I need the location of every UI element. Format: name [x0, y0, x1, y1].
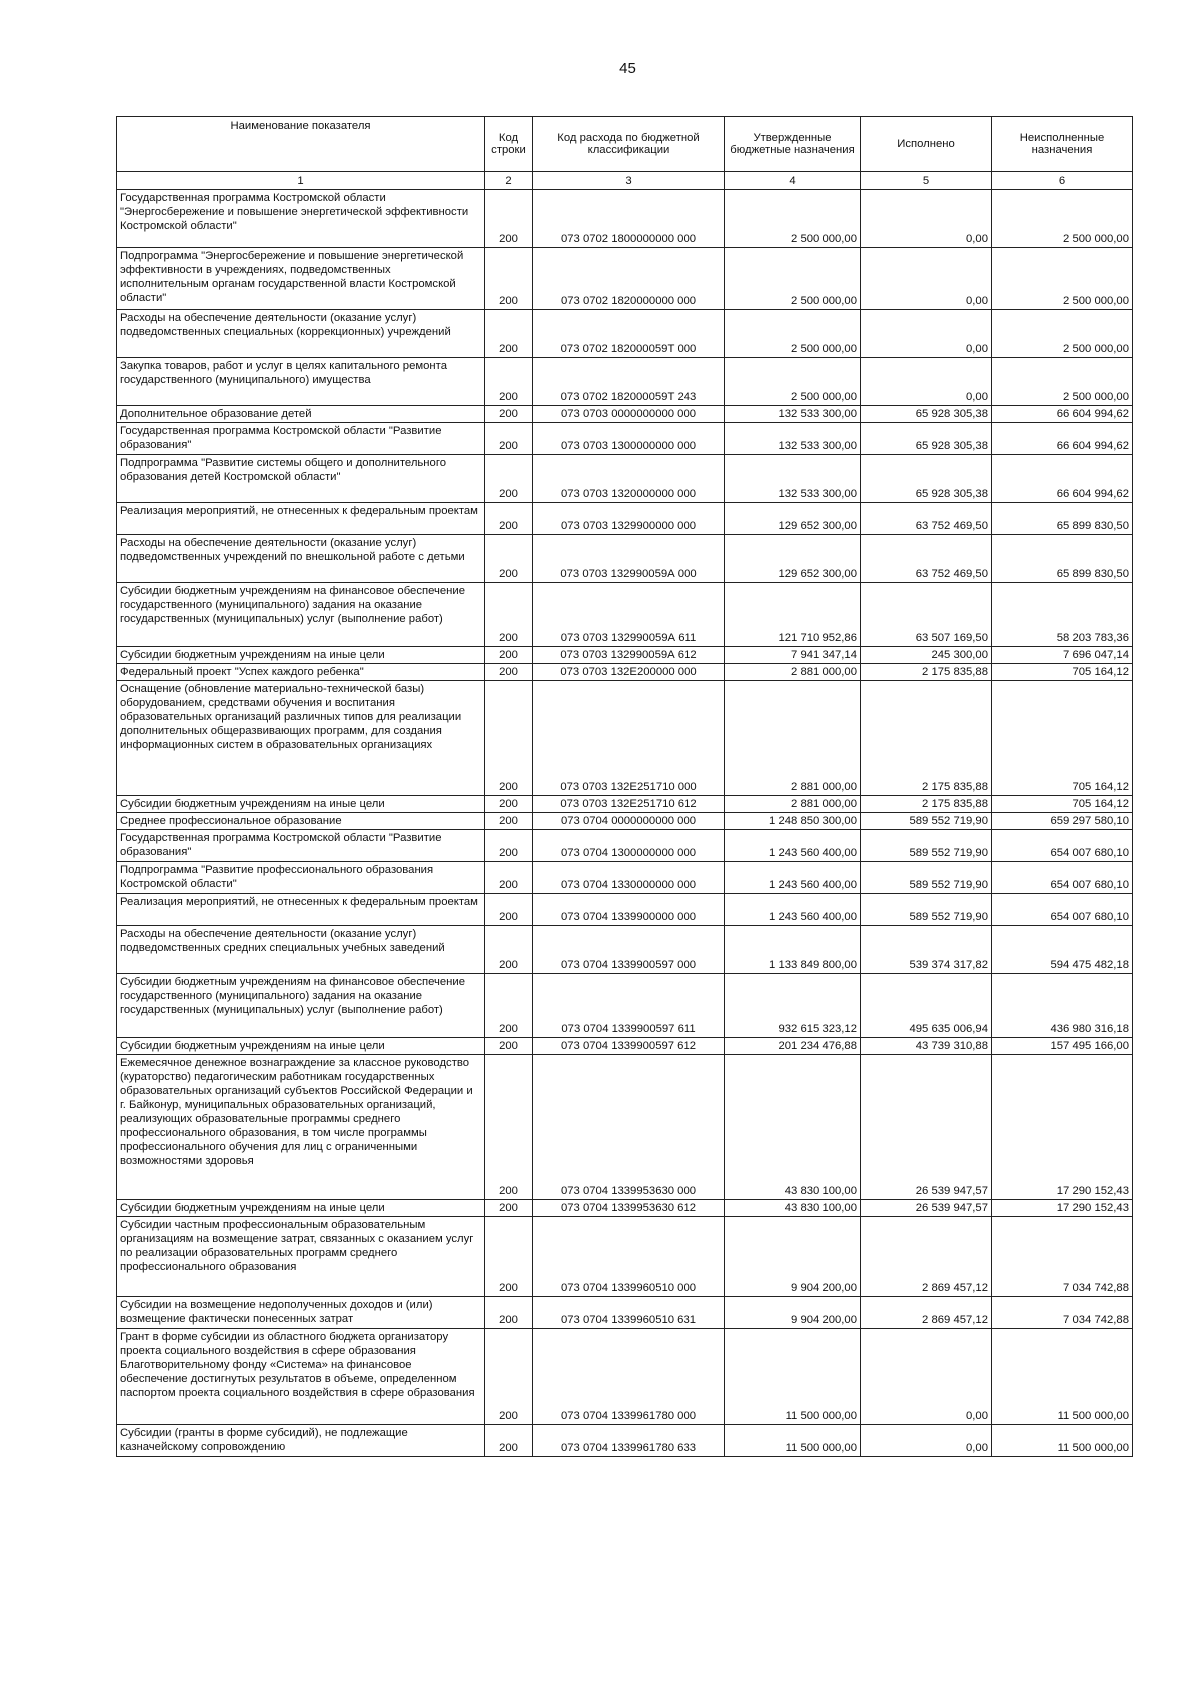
- row-executed-amount: 2 869 457,12: [861, 1217, 992, 1297]
- row-name: Дополнительное образование детей: [117, 406, 485, 423]
- row-line-code: 200: [485, 926, 533, 974]
- row-unexecuted-amount: 7 696 047,14: [992, 647, 1133, 664]
- row-unexecuted-amount: 659 297 580,10: [992, 813, 1133, 830]
- row-executed-amount: 65 928 305,38: [861, 406, 992, 423]
- row-executed-amount: 63 507 169,50: [861, 583, 992, 647]
- row-executed-amount: 2 175 835,88: [861, 664, 992, 681]
- table-row: [117, 926, 1133, 974]
- row-approved-amount: 2 881 000,00: [725, 664, 861, 681]
- row-unexecuted-amount: 7 034 742,88: [992, 1217, 1133, 1297]
- row-name: Грант в форме субсидии из областного бюджета организатору проекта социального воздействия в сфере образования Благотворительному фонду «Система» на финансовое обеспечение достигнутых результатов в объеме, определенном паспортом проекта социального воздействия в сфере образования: [117, 1329, 485, 1425]
- table-row: [117, 248, 1133, 310]
- row-approved-amount: 132 533 300,00: [725, 423, 861, 455]
- row-approved-amount: 129 652 300,00: [725, 535, 861, 583]
- row-unexecuted-amount: 17 290 152,43: [992, 1055, 1133, 1200]
- row-line-code: 200: [485, 974, 533, 1038]
- row-unexecuted-amount: 2 500 000,00: [992, 358, 1133, 406]
- row-executed-amount: 0,00: [861, 310, 992, 358]
- row-executed-amount: 2 869 457,12: [861, 1297, 992, 1329]
- row-unexecuted-amount: 7 034 742,88: [992, 1297, 1133, 1329]
- row-line-code: 200: [485, 503, 533, 535]
- column-header-name: Наименование показателя: [117, 117, 485, 172]
- row-name: Расходы на обеспечение деятельности (оказание услуг) подведомственных средних специальных учебных заведений: [117, 926, 485, 974]
- column-number: 2: [485, 172, 533, 190]
- row-line-code: 200: [485, 1200, 533, 1217]
- row-budget-code: 073 0703 1300000000 000: [533, 423, 725, 455]
- row-budget-code: 073 0704 1339900000 000: [533, 894, 725, 926]
- row-budget-code: 073 0703 1320000000 000: [533, 455, 725, 503]
- row-budget-code: 073 0704 1339953630 612: [533, 1200, 725, 1217]
- row-executed-amount: 539 374 317,82: [861, 926, 992, 974]
- row-line-code: 200: [485, 455, 533, 503]
- row-approved-amount: 11 500 000,00: [725, 1425, 861, 1457]
- row-budget-code: 073 0703 132990059А 000: [533, 535, 725, 583]
- row-budget-code: 073 0704 1339960510 000: [533, 1217, 725, 1297]
- row-approved-amount: 2 500 000,00: [725, 310, 861, 358]
- row-executed-amount: 0,00: [861, 1425, 992, 1457]
- row-approved-amount: 132 533 300,00: [725, 455, 861, 503]
- row-name: Подпрограмма "Энергосбережение и повышение энергетической эффективности в учреждениях, подведомственных исполнительным органам государственной власти Костромской области": [117, 248, 485, 310]
- row-line-code: 200: [485, 862, 533, 894]
- row-line-code: 200: [485, 813, 533, 830]
- row-name: Субсидии бюджетным учреждениям на иные цели: [117, 1200, 485, 1217]
- row-line-code: 200: [485, 190, 533, 248]
- row-line-code: 200: [485, 358, 533, 406]
- row-approved-amount: 1 243 560 400,00: [725, 862, 861, 894]
- column-header-executed: Исполнено: [861, 117, 992, 172]
- table-row: [117, 647, 1133, 664]
- row-executed-amount: 63 752 469,50: [861, 535, 992, 583]
- row-name: Субсидии частным профессиональным образовательным организациям на возмещение затрат, связанных с оказанием услуг по реализации образовательных программ среднего профессионального образования: [117, 1217, 485, 1297]
- row-executed-amount: 43 739 310,88: [861, 1038, 992, 1055]
- row-name: Субсидии на возмещение недополученных доходов и (или) возмещение фактически понесенных затрат: [117, 1297, 485, 1329]
- row-line-code: 200: [485, 681, 533, 796]
- row-executed-amount: 26 539 947,57: [861, 1055, 992, 1200]
- row-unexecuted-amount: 2 500 000,00: [992, 310, 1133, 358]
- row-budget-code: 073 0704 1300000000 000: [533, 830, 725, 862]
- row-approved-amount: 11 500 000,00: [725, 1329, 861, 1425]
- budget-execution-table: [116, 116, 1133, 1457]
- row-executed-amount: 589 552 719,90: [861, 894, 992, 926]
- row-budget-code: 073 0703 132Е200000 000: [533, 664, 725, 681]
- row-executed-amount: 65 928 305,38: [861, 423, 992, 455]
- row-name: Субсидии бюджетным учреждениям на иные цели: [117, 647, 485, 664]
- row-budget-code: 073 0704 1330000000 000: [533, 862, 725, 894]
- row-executed-amount: 2 175 835,88: [861, 681, 992, 796]
- header-row: [117, 117, 1133, 172]
- row-name: Среднее профессиональное образование: [117, 813, 485, 830]
- row-executed-amount: 589 552 719,90: [861, 830, 992, 862]
- table-row: [117, 358, 1133, 406]
- row-budget-code: 073 0704 1339953630 000: [533, 1055, 725, 1200]
- table-row: [117, 664, 1133, 681]
- row-budget-code: 073 0704 1339900597 000: [533, 926, 725, 974]
- row-approved-amount: 43 830 100,00: [725, 1200, 861, 1217]
- row-name: Ежемесячное денежное вознаграждение за классное руководство (кураторство) педагогическим работникам государственных образовательных организаций субъектов Российской Федерации и г. Байконур, муниципальных образовательных организаций, реализующих образовательные программы среднего профессионального образования, в том числе программы профессионального обучения для лиц с ограниченными возможностями здоровья: [117, 1055, 485, 1200]
- row-approved-amount: 2 500 000,00: [725, 248, 861, 310]
- row-budget-code: 073 0703 0000000000 000: [533, 406, 725, 423]
- row-name: Закупка товаров, работ и услуг в целях капитального ремонта государственного (муниципального) имущества: [117, 358, 485, 406]
- row-name: Подпрограмма "Развитие системы общего и дополнительного образования детей Костромской области": [117, 455, 485, 503]
- row-executed-amount: 65 928 305,38: [861, 455, 992, 503]
- column-number: 6: [992, 172, 1133, 190]
- row-executed-amount: 26 539 947,57: [861, 1200, 992, 1217]
- row-name: Подпрограмма "Развитие профессионального образования Костромской области": [117, 862, 485, 894]
- table-row: [117, 894, 1133, 926]
- column-number-row: [117, 172, 1133, 190]
- row-unexecuted-amount: 705 164,12: [992, 681, 1133, 796]
- row-approved-amount: 121 710 952,86: [725, 583, 861, 647]
- row-approved-amount: 43 830 100,00: [725, 1055, 861, 1200]
- row-budget-code: 073 0702 182000059Т 000: [533, 310, 725, 358]
- column-header-budget-code: Код расхода по бюджетной классификации: [533, 117, 725, 172]
- row-unexecuted-amount: 705 164,12: [992, 796, 1133, 813]
- row-unexecuted-amount: 436 980 316,18: [992, 974, 1133, 1038]
- row-unexecuted-amount: 2 500 000,00: [992, 190, 1133, 248]
- row-budget-code: 073 0703 1329900000 000: [533, 503, 725, 535]
- table-row: [117, 1217, 1133, 1297]
- row-budget-code: 073 0703 132Е251710 612: [533, 796, 725, 813]
- page-number: 45: [619, 60, 636, 77]
- row-approved-amount: 201 234 476,88: [725, 1038, 861, 1055]
- row-line-code: 200: [485, 1055, 533, 1200]
- row-unexecuted-amount: 654 007 680,10: [992, 830, 1133, 862]
- table-row: [117, 796, 1133, 813]
- row-line-code: 200: [485, 647, 533, 664]
- row-approved-amount: 1 243 560 400,00: [725, 830, 861, 862]
- row-unexecuted-amount: 65 899 830,50: [992, 503, 1133, 535]
- row-line-code: 200: [485, 1297, 533, 1329]
- column-number: 4: [725, 172, 861, 190]
- row-executed-amount: 2 175 835,88: [861, 796, 992, 813]
- row-budget-code: 073 0704 0000000000 000: [533, 813, 725, 830]
- row-approved-amount: 9 904 200,00: [725, 1217, 861, 1297]
- row-line-code: 200: [485, 535, 533, 583]
- row-unexecuted-amount: 66 604 994,62: [992, 455, 1133, 503]
- row-name: Государственная программа Костромской области "Развитие образования": [117, 423, 485, 455]
- row-budget-code: 073 0702 1820000000 000: [533, 248, 725, 310]
- row-unexecuted-amount: 594 475 482,18: [992, 926, 1133, 974]
- table-row: [117, 535, 1133, 583]
- row-budget-code: 073 0704 1339960510 631: [533, 1297, 725, 1329]
- table-row: [117, 862, 1133, 894]
- row-line-code: 200: [485, 406, 533, 423]
- row-approved-amount: 2 500 000,00: [725, 190, 861, 248]
- row-line-code: 200: [485, 310, 533, 358]
- column-number: 5: [861, 172, 992, 190]
- table-row: [117, 1200, 1133, 1217]
- row-executed-amount: 0,00: [861, 190, 992, 248]
- row-approved-amount: 2 881 000,00: [725, 681, 861, 796]
- table-row: [117, 1055, 1133, 1200]
- row-approved-amount: 2 500 000,00: [725, 358, 861, 406]
- table-row: [117, 503, 1133, 535]
- row-executed-amount: 63 752 469,50: [861, 503, 992, 535]
- row-budget-code: 073 0702 182000059Т 243: [533, 358, 725, 406]
- row-budget-code: 073 0704 1339900597 611: [533, 974, 725, 1038]
- row-name: Субсидии бюджетным учреждениям на иные цели: [117, 796, 485, 813]
- row-approved-amount: 7 941 347,14: [725, 647, 861, 664]
- row-name: Расходы на обеспечение деятельности (оказание услуг) подведомственных учреждений по внешкольной работе с детьми: [117, 535, 485, 583]
- row-budget-code: 073 0702 1800000000 000: [533, 190, 725, 248]
- column-number: 1: [117, 172, 485, 190]
- row-unexecuted-amount: 66 604 994,62: [992, 406, 1133, 423]
- table-row: [117, 423, 1133, 455]
- table-row: [117, 1297, 1133, 1329]
- row-budget-code: 073 0703 132990059А 612: [533, 647, 725, 664]
- column-header-line-code: Код строки: [485, 117, 533, 172]
- table-row: [117, 406, 1133, 423]
- row-executed-amount: 0,00: [861, 248, 992, 310]
- row-line-code: 200: [485, 894, 533, 926]
- row-line-code: 200: [485, 248, 533, 310]
- table-body: [117, 190, 1133, 1457]
- row-approved-amount: 9 904 200,00: [725, 1297, 861, 1329]
- row-name: Субсидии (гранты в форме субсидий), не подлежащие казначейскому сопровождению: [117, 1425, 485, 1457]
- row-budget-code: 073 0704 1339961780 000: [533, 1329, 725, 1425]
- row-budget-code: 073 0704 1339961780 633: [533, 1425, 725, 1457]
- row-executed-amount: 589 552 719,90: [861, 862, 992, 894]
- table-row: [117, 681, 1133, 796]
- row-executed-amount: 495 635 006,94: [861, 974, 992, 1038]
- row-line-code: 200: [485, 664, 533, 681]
- row-name: Оснащение (обновление материально-технической базы) оборудованием, средствами обучения и воспитания образовательных организаций различных типов для реализации дополнительных общеразвивающих программ, для создания информационных систем в образовательных организациях: [117, 681, 485, 796]
- table-row: [117, 455, 1133, 503]
- row-name: Субсидии бюджетным учреждениям на финансовое обеспечение государственного (муниципального) задания на оказание государственных (муниципальных) услуг (выполнение работ): [117, 583, 485, 647]
- row-budget-code: 073 0703 132990059А 611: [533, 583, 725, 647]
- row-line-code: 200: [485, 796, 533, 813]
- row-unexecuted-amount: 11 500 000,00: [992, 1425, 1133, 1457]
- table-row: [117, 830, 1133, 862]
- row-line-code: 200: [485, 1217, 533, 1297]
- row-executed-amount: 245 300,00: [861, 647, 992, 664]
- row-unexecuted-amount: 2 500 000,00: [992, 248, 1133, 310]
- row-unexecuted-amount: 157 495 166,00: [992, 1038, 1133, 1055]
- row-name: Федеральный проект "Успех каждого ребенка": [117, 664, 485, 681]
- row-unexecuted-amount: 654 007 680,10: [992, 894, 1133, 926]
- table-row: [117, 1038, 1133, 1055]
- row-approved-amount: 1 248 850 300,00: [725, 813, 861, 830]
- row-name: Реализация мероприятий, не отнесенных к федеральным проектам: [117, 503, 485, 535]
- column-header-unexecuted: Неисполненные назначения: [992, 117, 1133, 172]
- row-approved-amount: 2 881 000,00: [725, 796, 861, 813]
- row-executed-amount: 0,00: [861, 358, 992, 406]
- row-approved-amount: 129 652 300,00: [725, 503, 861, 535]
- row-line-code: 200: [485, 1038, 533, 1055]
- row-unexecuted-amount: 65 899 830,50: [992, 535, 1133, 583]
- row-approved-amount: 132 533 300,00: [725, 406, 861, 423]
- row-unexecuted-amount: 66 604 994,62: [992, 423, 1133, 455]
- table-row: [117, 310, 1133, 358]
- row-name: Расходы на обеспечение деятельности (оказание услуг) подведомственных специальных (коррекционных) учреждений: [117, 310, 485, 358]
- row-approved-amount: 1 133 849 800,00: [725, 926, 861, 974]
- row-line-code: 200: [485, 423, 533, 455]
- table-row: [117, 583, 1133, 647]
- row-approved-amount: 932 615 323,12: [725, 974, 861, 1038]
- row-executed-amount: 0,00: [861, 1329, 992, 1425]
- row-line-code: 200: [485, 830, 533, 862]
- row-budget-code: 073 0703 132Е251710 000: [533, 681, 725, 796]
- row-unexecuted-amount: 654 007 680,10: [992, 862, 1133, 894]
- row-name: Субсидии бюджетным учреждениям на финансовое обеспечение государственного (муниципального) задания на оказание государственных (муниципальных) услуг (выполнение работ): [117, 974, 485, 1038]
- table-row: [117, 1425, 1133, 1457]
- row-unexecuted-amount: 17 290 152,43: [992, 1200, 1133, 1217]
- row-budget-code: 073 0704 1339900597 612: [533, 1038, 725, 1055]
- column-header-approved: Утвержденные бюджетные назначения: [725, 117, 861, 172]
- column-number: 3: [533, 172, 725, 190]
- table-row: [117, 190, 1133, 248]
- row-line-code: 200: [485, 1329, 533, 1425]
- row-line-code: 200: [485, 1425, 533, 1457]
- table-row: [117, 1329, 1133, 1425]
- row-unexecuted-amount: 705 164,12: [992, 664, 1133, 681]
- row-unexecuted-amount: 11 500 000,00: [992, 1329, 1133, 1425]
- row-line-code: 200: [485, 583, 533, 647]
- table-row: [117, 974, 1133, 1038]
- row-unexecuted-amount: 58 203 783,36: [992, 583, 1133, 647]
- row-approved-amount: 1 243 560 400,00: [725, 894, 861, 926]
- row-name: Государственная программа Костромской области "Развитие образования": [117, 830, 485, 862]
- row-name: Государственная программа Костромской области "Энергосбережение и повышение энергетической эффективности Костромской области": [117, 190, 485, 248]
- row-name: Субсидии бюджетным учреждениям на иные цели: [117, 1038, 485, 1055]
- table-row: [117, 813, 1133, 830]
- row-name: Реализация мероприятий, не отнесенных к федеральным проектам: [117, 894, 485, 926]
- row-executed-amount: 589 552 719,90: [861, 813, 992, 830]
